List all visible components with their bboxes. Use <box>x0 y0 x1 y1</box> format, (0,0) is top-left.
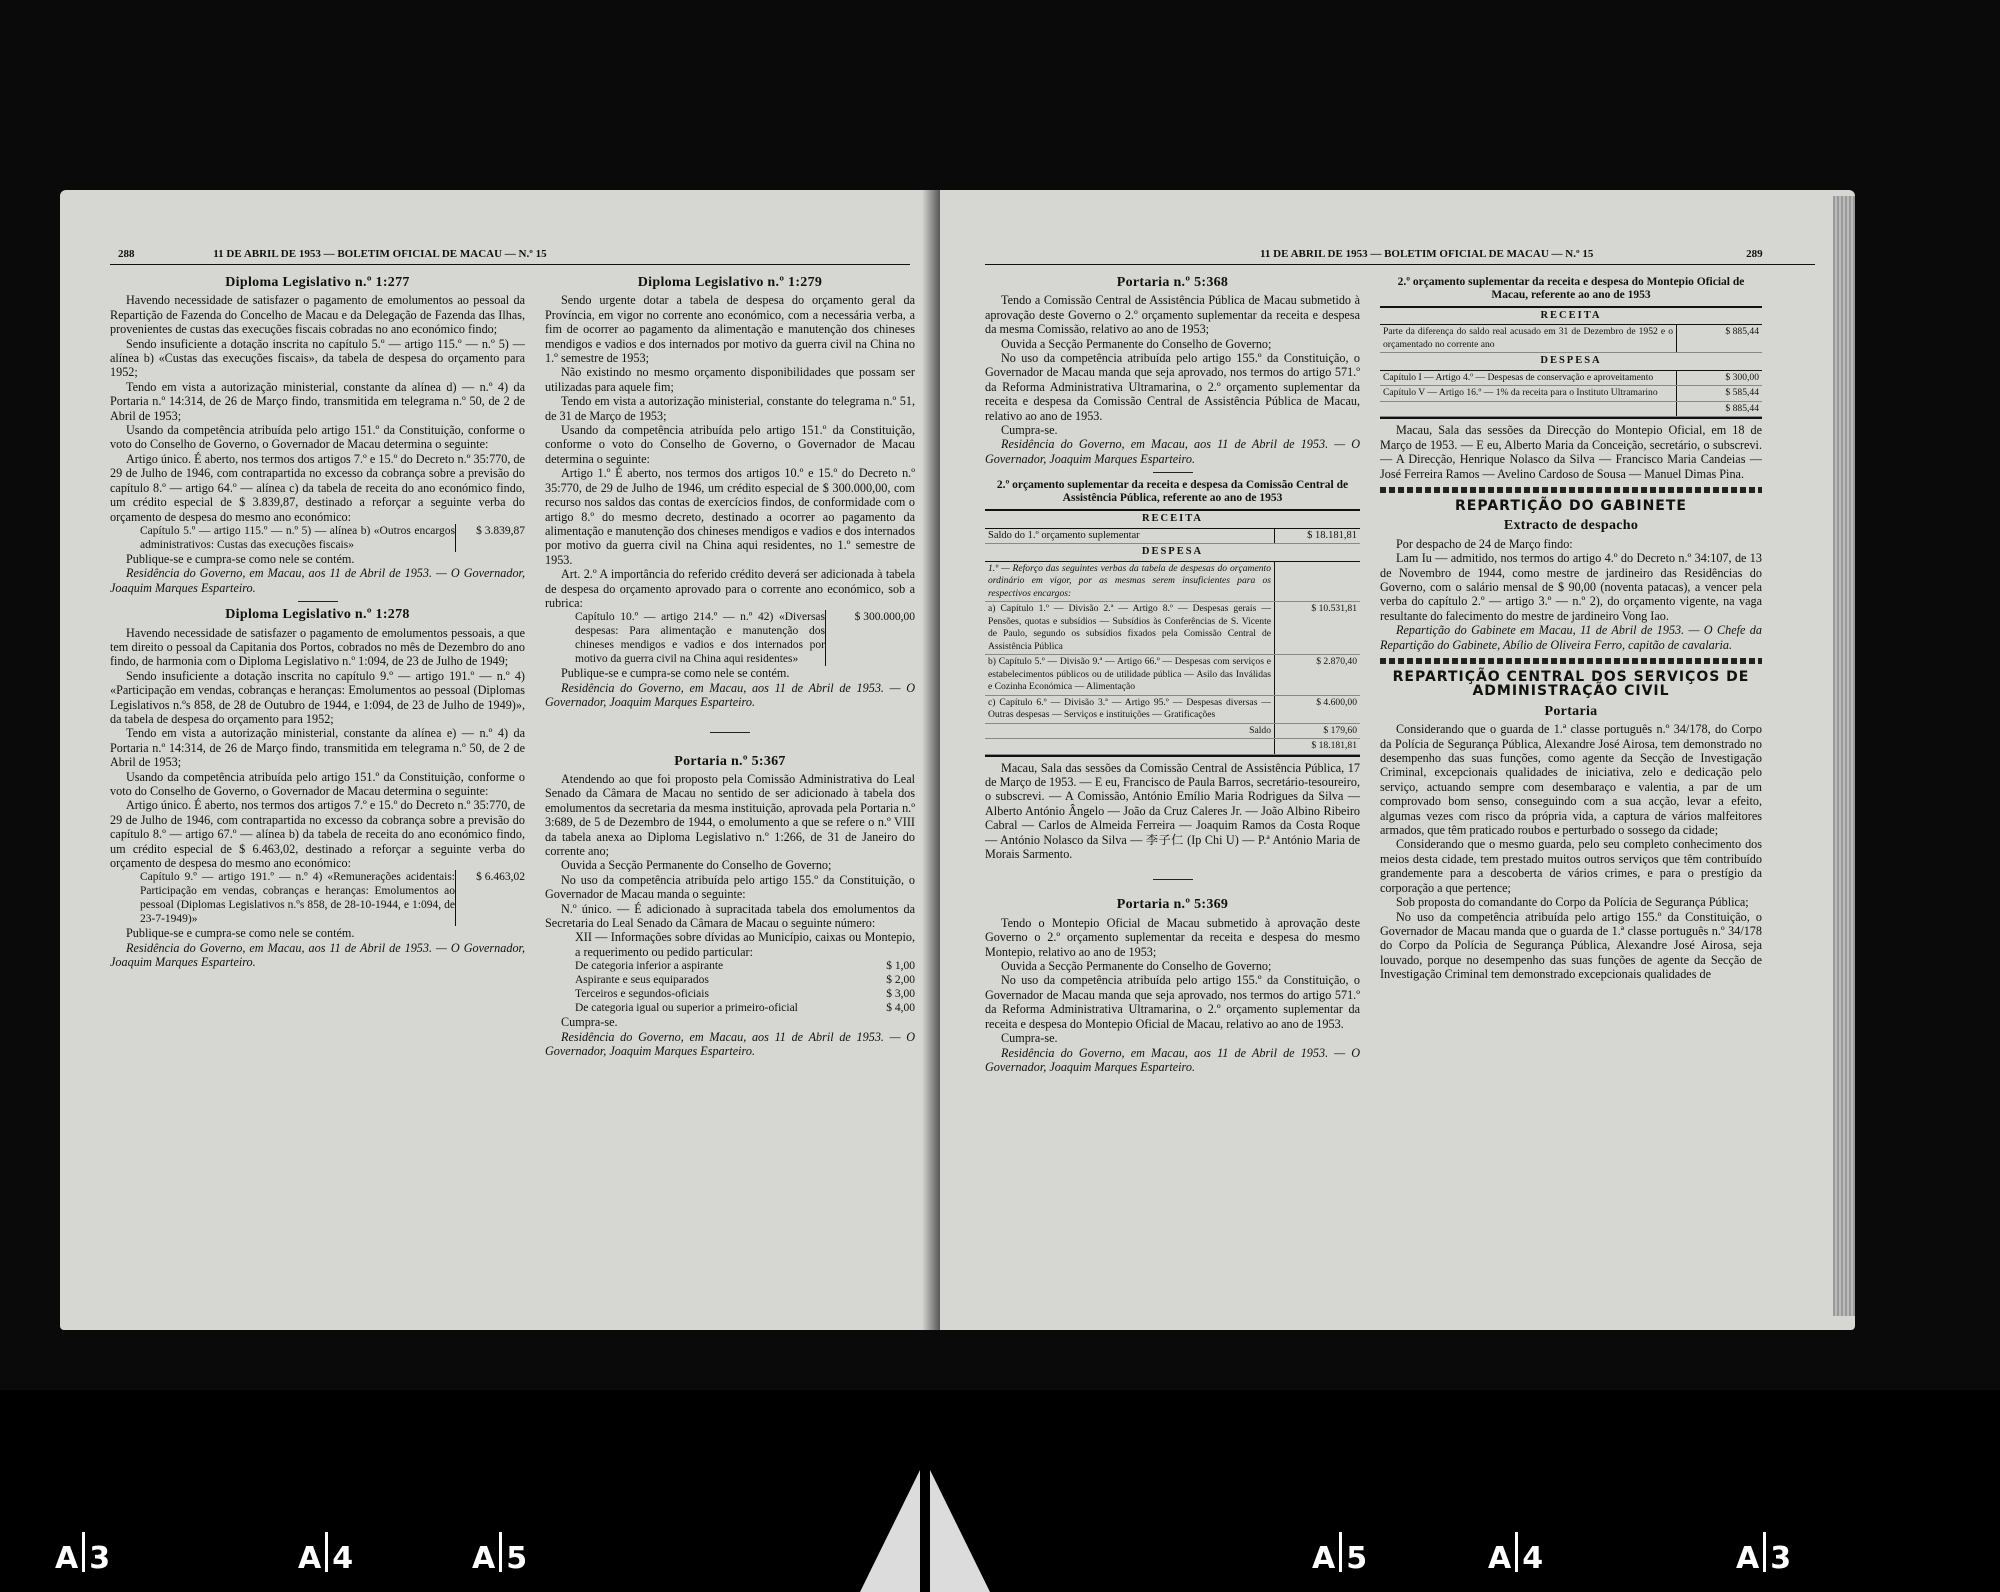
paragraph: Sendo insuficiente a dotação inscrita no capítulo 5.º — artigo 115.º — n.º 5) — alínea b) «Custas das execuções fiscais», da tabela de despesa do orçamento para 1952; <box>110 336 525 380</box>
paragraph: Por despacho de 24 de Março findo: <box>1396 536 1573 551</box>
credit-item <box>110 524 525 552</box>
paragraph: Tendo em vista a autorização ministerial, constante da alínea d) — n.º 4) da Portaria n.º 14:314, de 26 de Março findo, transmitida em telegrama n.º 50, de 2 de Abril de 1953; <box>110 379 525 423</box>
section-gabinete: REPARTIÇÃO DO GABINETE <box>1455 497 1687 514</box>
table-row <box>985 655 1360 696</box>
header-rule <box>110 264 910 265</box>
marker-letter: A <box>472 1541 496 1576</box>
column-3 <box>985 270 1360 1074</box>
marker-number: 3 <box>1770 1541 1792 1576</box>
row-label <box>985 739 1274 754</box>
open-bulletin <box>60 190 1870 1370</box>
row-amount: $ 18.181,81 <box>1274 739 1360 754</box>
diploma-1279-title: Diploma Legislativo n.º 1:279 <box>637 275 823 290</box>
marker-letter: A <box>1312 1541 1336 1576</box>
budget-table-title: 2.º orçamento suplementar da receita e despesa da Comissão Central de Assistência Pública, referente ao ano de 1953 <box>996 479 1349 505</box>
paragraph: Lam Iu — admitido, nos termos do artigo 4.º do Decreto n.º 34:107, de 13 de Novembro de 1944, como mestre de jardineiro das Residências do Governo, com o salário mensal de $ 90,00 (noventa patacas), a vencer pela verba do capítulo 2.º — artigo 3.º — n.º 2), do orçamento vigente, na vaga resultante do falecimento do mestre de jardineiro Vong Iao. <box>1380 551 1762 623</box>
paragraph: Macau, Sala das sessões da Comissão Central de Assistência Pública, 17 de Março de 1953. — E eu, Francisco de Paula Barros, secretário-tesoureiro, o subscrevi. — A Comissão, António Emílio Maria Rodrigues da Silva — Alberto António Ângelo — João da Cruz Caleres Jr. — João Albino Ribeiro Cabral — Carlos de Almeida Ferreira — Joaquim Ramos da Costa Roque — António Nolasco da Silva — 李子仁 (Ip Chi U) — P.ª António Maria de Morais Sarmento. <box>985 760 1360 862</box>
row-amount: $ 585,44 <box>1676 386 1762 401</box>
paragraph: Tendo em vista a autorização ministerial, constante da alínea e) — n.º 4) da Portaria n.º 14:314, de 26 de Março findo, transmitida em telegrama n.º 50, de 2 de Abril de 1953; <box>110 726 525 770</box>
row-label: Capítulo V — Artigo 16.º — 1% da receita para o Instituto Ultramarino <box>1383 387 1658 399</box>
fee-label: Terceiros e segundos-oficiais <box>575 988 709 1001</box>
row-amount: $ 18.181,81 <box>1274 529 1360 544</box>
row-amount: $ 300,00 <box>1676 371 1762 386</box>
paragraph: Macau, Sala das sessões da Direcção do Montepio Oficial, em 18 de Março de 1953. — E eu, Alberto Maria da Conceição, secretário, o subscrevi. — A Direcção, Henrique Nolasco da Silva — Francisco Maria Candeias — José Ferreira Ramos — Avelino Cardoso de Sousa — Manuel Dimas Pina. <box>1380 423 1762 481</box>
fee-label: Aspirante e seus equiparados <box>575 974 709 987</box>
marker-number: 4 <box>1522 1541 1544 1576</box>
paragraph: N.º único. — É adicionado à supracitada tabela dos emolumentos da Secretaria do Leal Senado da Câmara de Macau o seguinte número: <box>545 901 915 931</box>
paragraph: Ouvida a Secção Permanente do Conselho de Governo; <box>561 858 832 873</box>
paragraph: Ouvida a Secção Permanente do Conselho de Governo; <box>1001 336 1272 351</box>
fee-row <box>545 959 915 973</box>
row-amount: $ 2.870,40 <box>1274 655 1360 695</box>
portaria-title: Portaria <box>1544 703 1598 719</box>
table-row <box>1380 386 1762 402</box>
credit-item <box>110 870 525 926</box>
credit-item <box>545 610 915 666</box>
marker-bar <box>1515 1532 1518 1572</box>
receita-header: RECEITA <box>1380 308 1762 325</box>
signature: Residência do Governo, em Macau, aos 11 de Abril de 1953. — O Governador, Joaquim Marques Esparteiro. <box>110 940 525 970</box>
credit-amount: $ 6.463,02 <box>455 870 525 926</box>
paragraph: Artigo único. É aberto, nos termos dos artigos 7.º e 15.º do Decreto n.º 35:770, de 29 de Julho de 1946, com contrapartida no excesso da cobrança sobre a previsão do capítulo 8.º — artigo 64.º — alínea c) da tabela de receita do ano económico findo, um crédito especial de $ 3.839,87, destinado a reforçar a seguinte verba do orçamento de despesa do mesmo ano económico: <box>110 451 525 524</box>
page-header-left <box>118 248 547 260</box>
divider <box>298 601 338 602</box>
signature: Residência do Governo, em Macau, aos 11 de Abril de 1953. — O Governador, Joaquim Marques Esparteiro. <box>985 1045 1360 1074</box>
montepio-budget-table <box>1380 306 1762 419</box>
page-number: 289 <box>1746 248 1763 260</box>
row-amount: $ 10.531,81 <box>1274 602 1360 654</box>
row-label: Parte da diferença do saldo real acusado em 31 de Dezembro de 1952 e o orçamentado no corrente ano <box>1383 326 1673 350</box>
paragraph: Art. 2.º A importância do referido crédito deverá ser adicionada à tabela de despesa do orçamento aprovado para o corrente ano económico, sob a rubrica: <box>545 567 915 610</box>
right-page <box>940 190 1855 1330</box>
publish-line: Publique-se e cumpra-se como nele se contém. <box>126 926 355 941</box>
paragraph: Considerando que o mesmo guarda, pelo seu completo conhecimento dos meios desta cidade, tem prestado muitos outros serviços que têm contribuído grandemente para a descoberta de vários crimes, e para o prestígio da corporação a que pertence; <box>1380 837 1762 895</box>
paragraph: Tendo em vista a autorização ministerial, constante do telegrama n.º 51, de 31 de Março de 1953; <box>545 394 915 423</box>
frame-marker <box>472 1532 527 1576</box>
table-row <box>985 739 1360 755</box>
credit-label: Capítulo 5.º — artigo 115.º — n.º 5) — alínea b) «Outros encargos administrativos: Custas das execuções fiscais» <box>140 524 455 551</box>
paragraph: Cumpra-se. <box>1001 423 1058 438</box>
budget-table-title: 2.º orçamento suplementar da receita e despesa do Montepio Oficial de Macau, referente ao ano de 1953 <box>1397 276 1745 301</box>
divider <box>1153 472 1193 473</box>
signature: Residência do Governo, em Macau, aos 11 de Abril de 1953. — O Governador, Joaquim Marques Esparteiro. <box>545 1029 915 1059</box>
marker-bar <box>325 1532 328 1572</box>
marker-letter: A <box>1488 1541 1512 1576</box>
table-row <box>1380 371 1762 387</box>
paragraph: Sendo insuficiente a dotação inscrita no capítulo 9.º — artigo 191.º — n.º 4) «Participação em vendas, cobranças e heranças: Emolumentos ao pessoal (Diplomas Legislativos n.ºs 858, de 28 de Outubro de 1944, e 1:094, de 23 de Julho de 1949)», da tabela de despesa do orçamento para 1952; <box>110 668 525 726</box>
frame-marker <box>1736 1532 1791 1576</box>
left-page <box>60 190 940 1330</box>
column-1 <box>110 270 525 970</box>
assistencia-budget-table <box>985 509 1360 756</box>
item-xii: XII — Informações sobre dívidas ao Município, caixas ou Montepio, a requerimento ou pedido particular: <box>575 930 915 959</box>
frame-marker <box>1488 1532 1543 1576</box>
paragraph: Considerando que o guarda de 1.ª classe português n.º 34/178, do Corpo da Polícia de Segurança Pública, Alexandre José Airosa, tem demonstrado no desempenho das suas funções, como agente da Secção de Investigação Criminal, excepcionais qualidades de iniciativa, zelo e dedicação pelo serviço, actuando sempre com desembaraço e valentia, a par de um comprovado bom senso, conseguindo com a sua acção, levar a efeito, algumas vezes com risco da própria vida, a captura de vários malfeitores armados, que têm praticado roubos e perturbado o sossego da cidade; <box>1380 722 1762 838</box>
table-row <box>985 562 1360 603</box>
portaria-5368-title: Portaria n.º 5:368 <box>1116 275 1229 290</box>
left-fold-shadow <box>860 1470 920 1592</box>
signature: Repartição do Gabinete em Macau, 11 de Abril de 1953. — O Chefe da Repartição do Gabinete, Abílio de Oliveira Ferro, capitão de cavalaria. <box>1380 623 1762 652</box>
marker-bar <box>499 1532 502 1572</box>
paragraph: Usando da competência atribuída pelo artigo 151.º da Constituição, conforme o voto do Conselho de Governo, o Governador de Macau determina o seguinte: <box>545 423 915 466</box>
table-row <box>985 696 1360 724</box>
receita-header: RECEITA <box>985 511 1360 528</box>
wavy-divider <box>1380 658 1762 664</box>
row-label: 1.º — Reforço das seguintes verbas da tabela de despesas do orçamento ordinário em vigor, por as mesmas serem insuficientes para os respectivos encargos: <box>988 562 1271 599</box>
paragraph: Tendo a Comissão Central de Assistência Pública de Macau submetido à aprovação deste Governo o 2.º orçamento suplementar da receita e despesa da mesma Comissão, relativo ao ano de 1953; <box>985 293 1360 337</box>
paragraph: Usando da competência atribuída pelo artigo 151.º da Constituição, conforme o voto do Conselho de Governo, o Governador de Macau determina o seguinte: <box>110 769 525 798</box>
row-label: Capítulo I — Artigo 4.º — Despesas de conservação e aproveitamento <box>1383 371 1654 383</box>
despesa-header: DESPESA <box>985 544 1360 561</box>
page-number: 288 <box>118 248 135 260</box>
paragraph: No uso da competência atribuída pelo artigo 155.º da Constituição, o Governador de Macau manda que seja aprovado, nos termos do artigo 571.º da Reforma Administrativa Ultramarina, o 2.º orçamento suplementar da receita e despesa da Comissão Central de Assistência Pública de Macau, relativo ao ano de 1953. <box>985 351 1360 423</box>
paragraph: Não existindo no mesmo orçamento disponibilidades que possam ser utilizadas para aquele fim; <box>545 365 915 394</box>
paragraph: No uso da competência atribuída pelo artigo 155.º da Constituição, o Governador de Macau manda o seguinte: <box>545 872 915 902</box>
paragraph: Sob proposta do comandante do Corpo da Polícia de Segurança Pública; <box>1396 895 1749 910</box>
section-administracao-civil: REPARTIÇÃO CENTRAL DOS SERVIÇOS DE ADMINISTRAÇÃO CIVIL <box>1392 669 1750 700</box>
despesa-header: DESPESA <box>1380 353 1762 370</box>
publish-line: Cumpra-se. <box>561 1015 618 1030</box>
marker-bar <box>82 1532 85 1572</box>
fee-amount: $ 2,00 <box>886 974 915 987</box>
fee-amount: $ 4,00 <box>886 1002 915 1015</box>
marker-bar <box>1763 1532 1766 1572</box>
fee-amount: $ 1,00 <box>886 960 915 973</box>
fee-row <box>545 1001 915 1015</box>
frame-marker <box>55 1532 110 1576</box>
portaria-5367-title: Portaria n.º 5:367 <box>674 753 786 769</box>
marker-number: 4 <box>332 1541 354 1576</box>
header-rule <box>985 264 1815 265</box>
row-label: c) Capítulo 6.º — Divisão 3.ª — Artigo 95.º — Despesas diversas — Outras despesas — Serviços e instituições — Gratificações <box>988 696 1271 721</box>
paragraph: Artigo 1.º É aberto, nos termos dos artigos 10.º e 15.º do Decreto n.º 35:770, de 29 de Julho de 1946, um crédito especial de $ 300.000,00, com recurso nos saldos das contas de exercícios findos, de conformidade com o artigo 8.º do mesmo decreto, destinado a ocorrer ao pagamento da alimentação e manutenção dos chineses mendigos e vadios e dos internados por motivo da guerra civil na China aqui residentes, no 1.º semestre de 1953. <box>545 466 915 567</box>
row-label <box>1380 402 1676 417</box>
header-text: 11 DE ABRIL DE 1953 — BOLETIM OFICIAL DE MACAU — N.º 15 <box>213 248 547 260</box>
paragraph: Tendo o Montepio Oficial de Macau submetido à aprovação deste Governo o 2.º orçamento suplementar da receita e despesa do mesmo Montepio, relativo ao ano de 1953; <box>985 915 1360 959</box>
credit-label: Capítulo 10.º — artigo 214.º — n.º 42) «Diversas despesas: Para alimentação e manutenção dos chineses mendigos e vadios e dos internados por motivo da guerra civil na China aqui residentes» <box>575 611 825 666</box>
paragraph: Sendo urgente dotar a tabela de despesa do orçamento geral da Província, em vigor no corrente ano económico, com a necessária verba, a fim de ocorrer ao pagamento da alimentação e manutenção dos chineses mendigos e vadios e dos internados por motivo da guerra civil na China no 1.º semestre de 1953; <box>545 293 915 366</box>
table-row <box>985 724 1360 740</box>
fee-row <box>545 973 915 987</box>
row-label: a) Capítulo 1.º — Divisão 2.ª — Artigo 8.º — Despesas gerais — Pensões, quotas e subsídios — Subsídios às Conferências de S. Vicente de Paulo, segundo os subsídios fixados pela Comissão Central de Assistência Pública <box>988 603 1271 652</box>
table-row <box>985 602 1360 655</box>
publish-line: Publique-se e cumpra-se como nele se contém. <box>126 551 355 566</box>
column-2 <box>545 270 915 1058</box>
marker-letter: A <box>55 1541 79 1576</box>
row-amount: $ 179,60 <box>1274 724 1360 739</box>
diploma-1277-title: Diploma Legislativo n.º 1:277 <box>225 275 410 290</box>
row-label: b) Capítulo 5.º — Divisão 9.ª — Artigo 66.º — Despesas com serviços e estabelecimentos públicos ou de utilidade pública — Asilo das Inválidas e Cozinha Económica — Alimentação <box>988 656 1271 693</box>
marker-number: 5 <box>506 1541 528 1576</box>
paragraph: Usando da competência atribuída pelo artigo 151.º da Constituição, conforme o voto do Conselho de Governo, o Governador de Macau determina o seguinte: <box>110 423 525 452</box>
paragraph: No uso da competência atribuída pelo artigo 155.º da Constituição, o Governador de Macau manda que seja aprovado, nos termos do artigo 571.º da Reforma Administrativa Ultramarina, o 2.º orçamento suplementar da receita e despesa do Montepio Oficial de Macau, relativo ao ano de 1953. <box>985 973 1360 1031</box>
divider <box>1153 879 1193 880</box>
column-4 <box>1380 270 1762 982</box>
row-amount: $ 885,44 <box>1676 402 1762 417</box>
marker-letter: A <box>298 1541 322 1576</box>
paragraph: Artigo único. É aberto, nos termos dos artigos 7.º e 15.º do Decreto n.º 35:770, de 29 de Julho de 1946, com contrapartida no excesso da cobrança sobre a previsão do capítulo 8.º — artigo 67.º — alínea b) da tabela de receita do ano económico findo, um crédito especial de $ 6.463,02, destinado a reforçar a seguinte verba do orçamento de despesa do mesmo ano económico: <box>110 798 525 871</box>
fee-label: De categoria igual ou superior a primeiro-oficial <box>575 1002 798 1015</box>
page-header-right <box>1260 248 1763 260</box>
row-label: Saldo <box>1249 724 1271 736</box>
table-row <box>1380 325 1762 353</box>
fee-amount: $ 3,00 <box>886 988 915 1001</box>
paragraph: No uso da competência atribuída pelo artigo 155.º da Constituição, o Governador de Macau manda que o guarda de 1.ª classe português n.º 34/178 do Corpo da Polícia de Segurança Pública, Alexandre José Airosa, seja louvado, porque no desempenho das suas funções de agente da Secção de Investigação Criminal tem demonstrado excepcionais qualidades de <box>1380 909 1762 982</box>
credit-label: Capítulo 9.º — artigo 191.º — n.º 4) «Remunerações acidentais: Participação em vendas, cobranças e heranças: Emolumentos ao pessoal (Diplomas Legislativos n.ºs 858, de 28-10-1944, e 1:094, de 23-7-1949)» <box>140 871 455 926</box>
signature: Residência do Governo, em Macau, aos 11 de Abril de 1953. — O Governador, Joaquim Marques Esparteiro. <box>110 566 525 595</box>
wavy-divider <box>1380 487 1762 493</box>
paragraph: Atendendo ao que foi proposto pela Comissão Administrativa do Leal Senado da Câmara de Macau no sentido de ser adicionado à tabela dos emolumentos da secretaria da mesma instituição, aprovada pela Portaria n.º 3:689, de 5 de Dezembro de 1944, o emolumento a que se refere o n.º VIII da tabela anexa ao Diploma Legislativo n.º 1:266, de 31 de Janeiro do corrente ano; <box>545 771 915 858</box>
table-row <box>1380 402 1762 418</box>
frame-marker <box>1312 1532 1367 1576</box>
table-row <box>985 529 1360 545</box>
right-fold-shadow <box>930 1470 990 1592</box>
page-edges <box>1833 196 1855 1316</box>
marker-bar <box>1339 1532 1342 1572</box>
row-amount: $ 885,44 <box>1676 325 1762 352</box>
extracto-title: Extracto de despacho <box>1503 518 1639 534</box>
fee-label: De categoria inferior a aspirante <box>575 960 724 973</box>
row-label: Saldo do 1.º orçamento suplementar <box>988 529 1140 541</box>
header-text: 11 DE ABRIL DE 1953 — BOLETIM OFICIAL DE MACAU — N.º 15 <box>1260 248 1594 260</box>
portaria-5369-title: Portaria n.º 5:369 <box>1116 897 1229 913</box>
marker-number: 3 <box>89 1541 111 1576</box>
marker-number: 5 <box>1346 1541 1368 1576</box>
paragraph: Havendo necessidade de satisfazer o pagamento de emolumentos ao pessoal da Repartição de Fazenda do Concelho de Macau e da Delegação de Fazenda das Ilhas, provenientes de custas das execuções fiscais cobradas no ano económico findo; <box>110 293 525 337</box>
credit-amount: $ 300.000,00 <box>825 610 915 666</box>
frame-marker <box>298 1532 353 1576</box>
paragraph: Ouvida a Secção Permanente do Conselho de Governo; <box>1001 959 1272 974</box>
row-amount <box>1274 562 1360 602</box>
fee-row <box>545 987 915 1001</box>
paragraph: Havendo necessidade de satisfazer o pagamento de emolumentos pessoais, a que tem direito o pessoal da Capitania dos Portos, cobrados no mês de Dezembro do ano findo, de harmonia com o Diploma Legislativo n.º 1:094, de 23 de Julho de 1949; <box>110 625 525 669</box>
marker-letter: A <box>1736 1541 1760 1576</box>
signature: Residência do Governo, em Macau, aos 11 de Abril de 1953. — O Governador, Joaquim Marques Esparteiro. <box>545 680 915 710</box>
paragraph: Cumpra-se. <box>1001 1031 1058 1046</box>
credit-amount: $ 3.839,87 <box>455 524 525 552</box>
publish-line: Publique-se e cumpra-se como nele se contém. <box>561 666 790 681</box>
row-amount: $ 4.600,00 <box>1274 696 1360 723</box>
divider <box>710 732 750 733</box>
signature: Residência do Governo, em Macau, aos 11 de Abril de 1953. — O Governador, Joaquim Marques Esparteiro. <box>985 437 1360 466</box>
diploma-1278-title: Diploma Legislativo n.º 1:278 <box>225 607 410 623</box>
